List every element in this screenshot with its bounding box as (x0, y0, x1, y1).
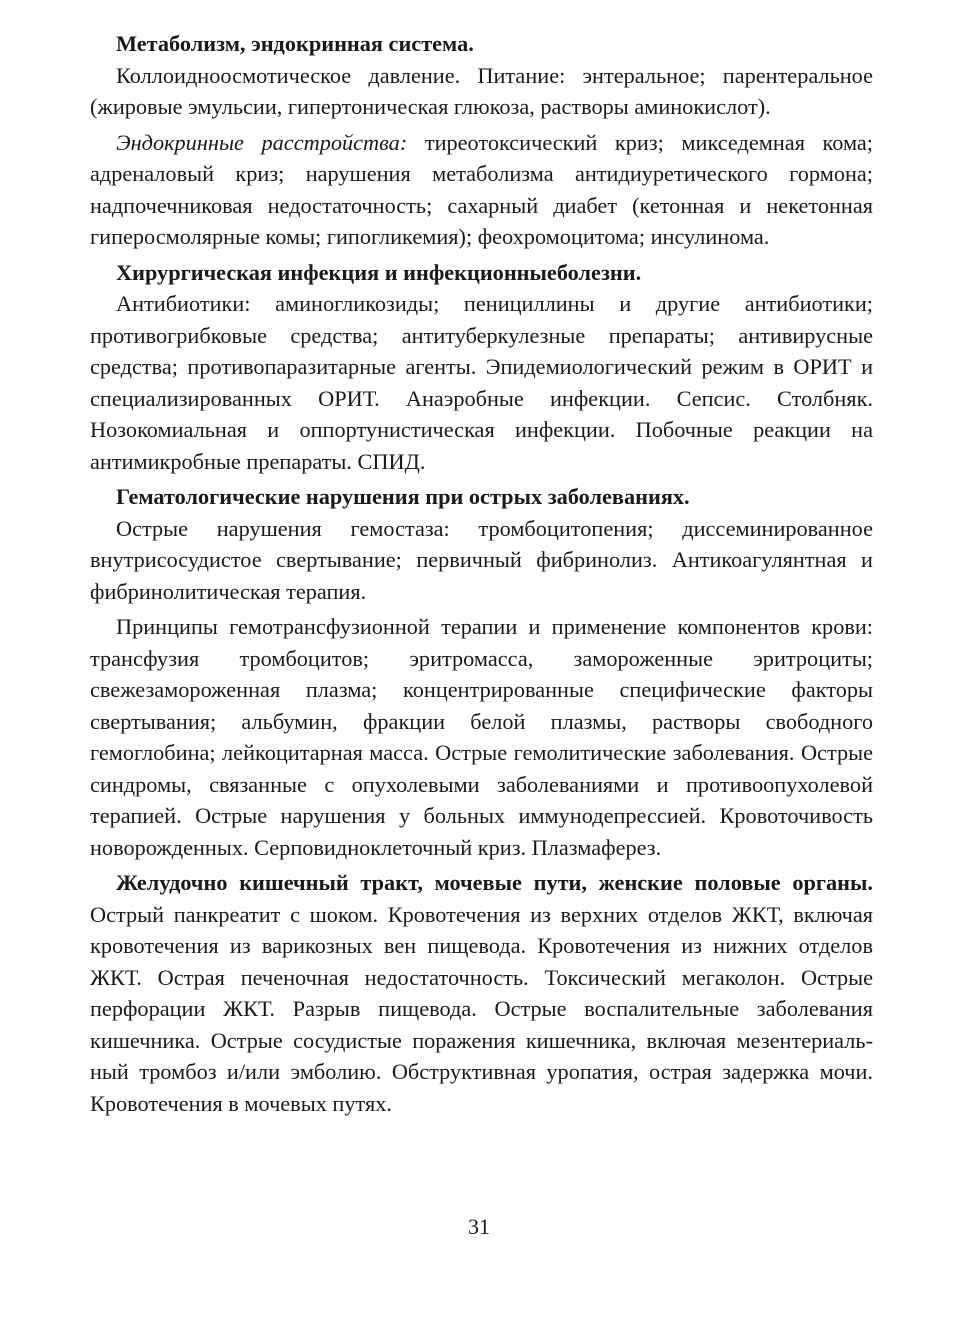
document-page (90, 28, 873, 1123)
paragraph-nutrition: Коллоидноосмотическое давление. Питание: энтеральное; парентеральное (жировые эмульсии, гипертоническая глюкоза, растворы аминокислот). (90, 62, 873, 119)
heading-gi: Желудочно кишечный тракт, мочевые пути, женские половые органы. (116, 870, 873, 895)
page-number: 31 (468, 1214, 490, 1239)
paragraph-hemostasis: Острые нарушения гемостаза: тромбоцитопения; диссеминированное внутрисосудистое свертывание; первичный фибринолиз. Антикоагулянтная и фибринолитическая терапия. (90, 515, 873, 604)
endocrine-lead: Эндокринные расстройства: (116, 129, 408, 155)
gi-text: Острый панкреатит с шоком. Кровотечения из верхних отделов ЖКТ, включая кровотечения из варикозных вен пищевода. Кровотечения из нижних отделов ЖКТ. Острая печеночная недостаточность. Токсический мегаколон. Острые перфорации ЖКТ. Разрыв пищевода. Острые воспалительные заболевания кишечника. Острые сосудистые поражения кишечника, включая мезентериаль-ный тромбоз и/или эмболию. Обструктивная уропатия, острая задержка мочи. Кровотечения в мочевых путях. (90, 901, 873, 1116)
heading-hematology: Гематологические нарушения при острых заболеваниях. (116, 484, 690, 509)
paragraph-endocrine (90, 127, 873, 253)
paragraph-gi (90, 867, 873, 1119)
endocrine-text: тиреотоксический криз; микседемная кома; адреналовый криз; нарушения метаболизма антидиуретического гормона; надпочечниковая недостаточность; сахарный диабет (кетонная и некетонная гиперосмолярные комы; гипогликемия); феохромоцитома; инсулинома. (90, 129, 873, 249)
heading-metabolism: Метаболизм, эндокринная система. (116, 31, 474, 56)
paragraph-transfusion: Принципы гемотрансфузионной терапии и применение компонентов крови: трансфузия тромбоцитов; эритромасса, замороженные эритроциты; свежезамороженная плазма; концентрированные специфические факторы свертывания; альбумин, фракции белой плазмы, растворы свободного гемоглобина; лейкоцитарная масса. Острые гемолитические заболевания. Острые синдромы, связанные с опухолевыми заболеваниями и противоопухолевой терапией. Острые нарушения у больных иммунодепрессией. Кровоточивость новорожденных. Серповидноклеточный криз. Плазмаферез. (90, 614, 873, 860)
heading-infection: Хирургическая инфекция и инфекционныеболезни. (116, 259, 642, 285)
paragraph-antibiotics: Антибиотики: аминогликозиды; пенициллины и другие антибиотики; противогрибковые средства; антитуберкулезные препараты; антивирусные средства; противопаразитарные агенты. Эпидемиологический режим в ОРИТ и специализированных ОРИТ. Анаэробные инфекции. Сепсис. Столбняк. Нозокомиальная и оппортунистическая инфекции. Побочные реакции на антимикробные препараты. СПИД. (90, 291, 873, 474)
